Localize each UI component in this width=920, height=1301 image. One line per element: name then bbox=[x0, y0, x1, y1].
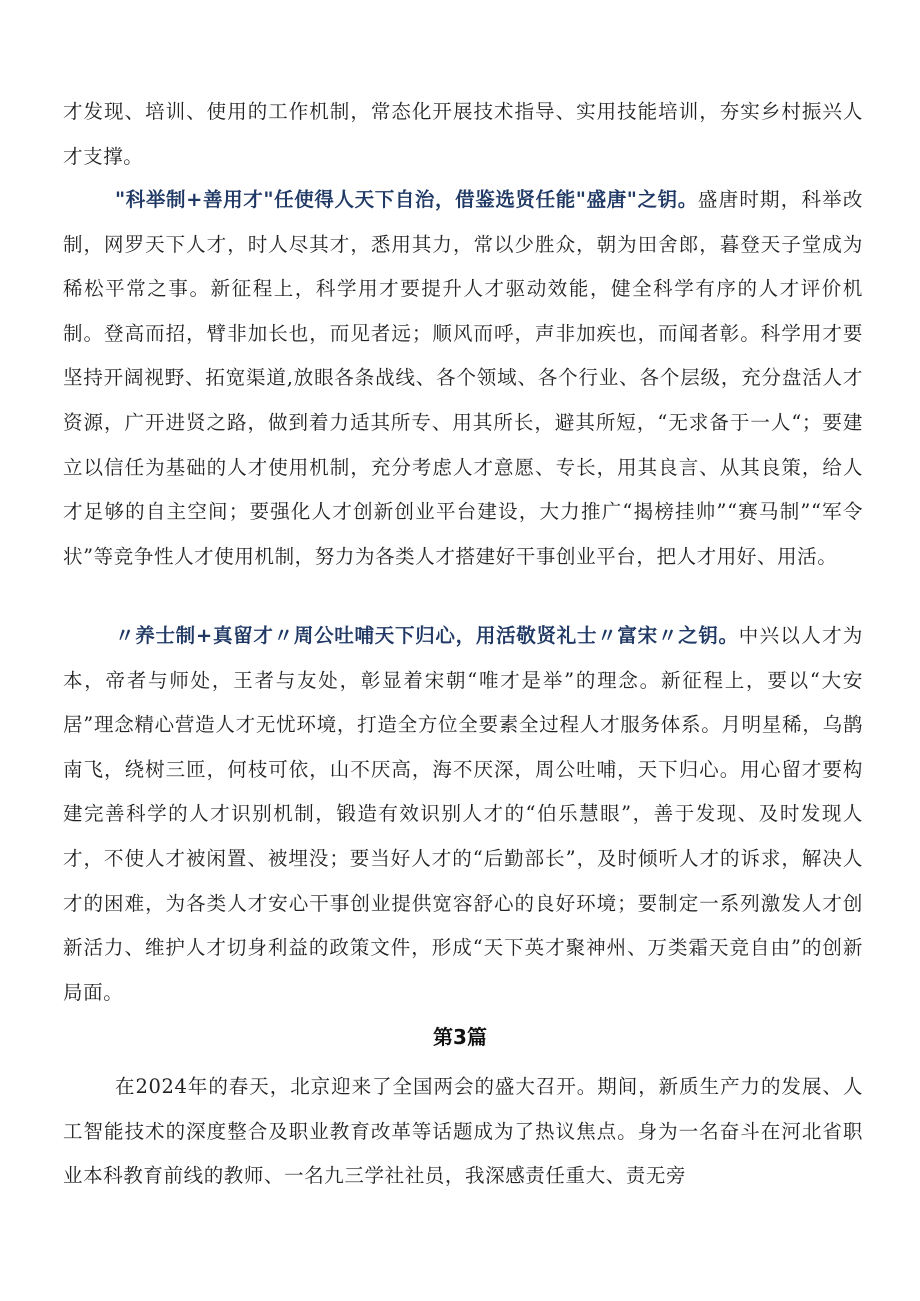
section-title: 第3篇 bbox=[433, 1025, 487, 1049]
paragraph-heading-song: 〃养士制+真留才〃周公吐哺天下归心，用活敬贤礼士〃富宋〃之钥。 bbox=[115, 624, 739, 647]
paragraph-intro-continuation: 才发现、培训、使用的工作机制，常态化开展技术指导、实用技能培训，夯实乡村振兴人才支撑。 bbox=[63, 100, 863, 168]
paragraph-song-talent bbox=[63, 614, 863, 1015]
paragraph-section3-opening: 在2024年的春天，北京迎来了全国两会的盛大召开。期间，新质生产力的发展、人工智能技术的深度整合及职业教育改革等话题成为了热议焦点。身为一名奋斗在河北省职业本科教育前线的教师、一名九三学社社员，我深感责任重大、责无旁 bbox=[63, 1075, 863, 1188]
paragraph-body-tang: 盛唐时期，科举改制，网罗天下人才，时人尽其才，悉用其力，常以少胜众，朝为田舍郎，暮登天子堂成为稀松平常之事。新征程上，科学用才要提升人才驱动效能，健全科学有序的人才评价机制。登高而招，臂非加长也，而见者远；顺风而呼，声非加疾也，而闻者彰。科学用才要坚持开阔视野、拓宽渠道,放眼各条战线、各个领域、各个行业、各个层级，充分盘活人才资源，广开进贤之路，做到着力适其所专、用其所长，避其所短，“无求备于一人“；要建立以信任为基础的人才使用机制，充分考虑人才意愿、专长，用其良言、从其良策，给人才足够的自主空间；要强化人才创新创业平台建设，大力推广“揭榜挂帅”“赛马制”“军令状”等竞争性人才使用机制，努力为各类人才搭建好干事创业平台，把人才用好、用活。 bbox=[63, 188, 863, 568]
paragraph-tang-talent bbox=[63, 178, 863, 579]
paragraph-body-song: 中兴以人才为本，帝者与师处，王者与友处，彰显着宋朝“唯才是举”的理念。新征程上，要以“大安居”理念精心营造人才无忧环境，打造全方位全要素全过程人才服务体系。月明星稀，乌鹊南飞，绕树三匝，何枝可依，山不厌高，海不厌深，周公吐哺，天下归心。用心留才要构建完善科学的人才识别机制，锻造有效识别人才的“伯乐慧眼”，善于发现、及时发现人才，不使人才被闲置、被埋没；要当好人才的“后勤部长”，及时倾听人才的诉求，解决人才的困难，为各类人才安心干事创业提供宽容舒心的良好环境；要制定一系列激发人才创新活力、维护人才切身利益的政策文件，形成“天下英才聚神州、万类霜天竞自由”的创新局面。 bbox=[63, 624, 863, 1004]
paragraph-heading-tang: "科举制+善用才"任使得人天下自治，借鉴选贤任能"盛唐"之钥。 bbox=[115, 188, 698, 211]
